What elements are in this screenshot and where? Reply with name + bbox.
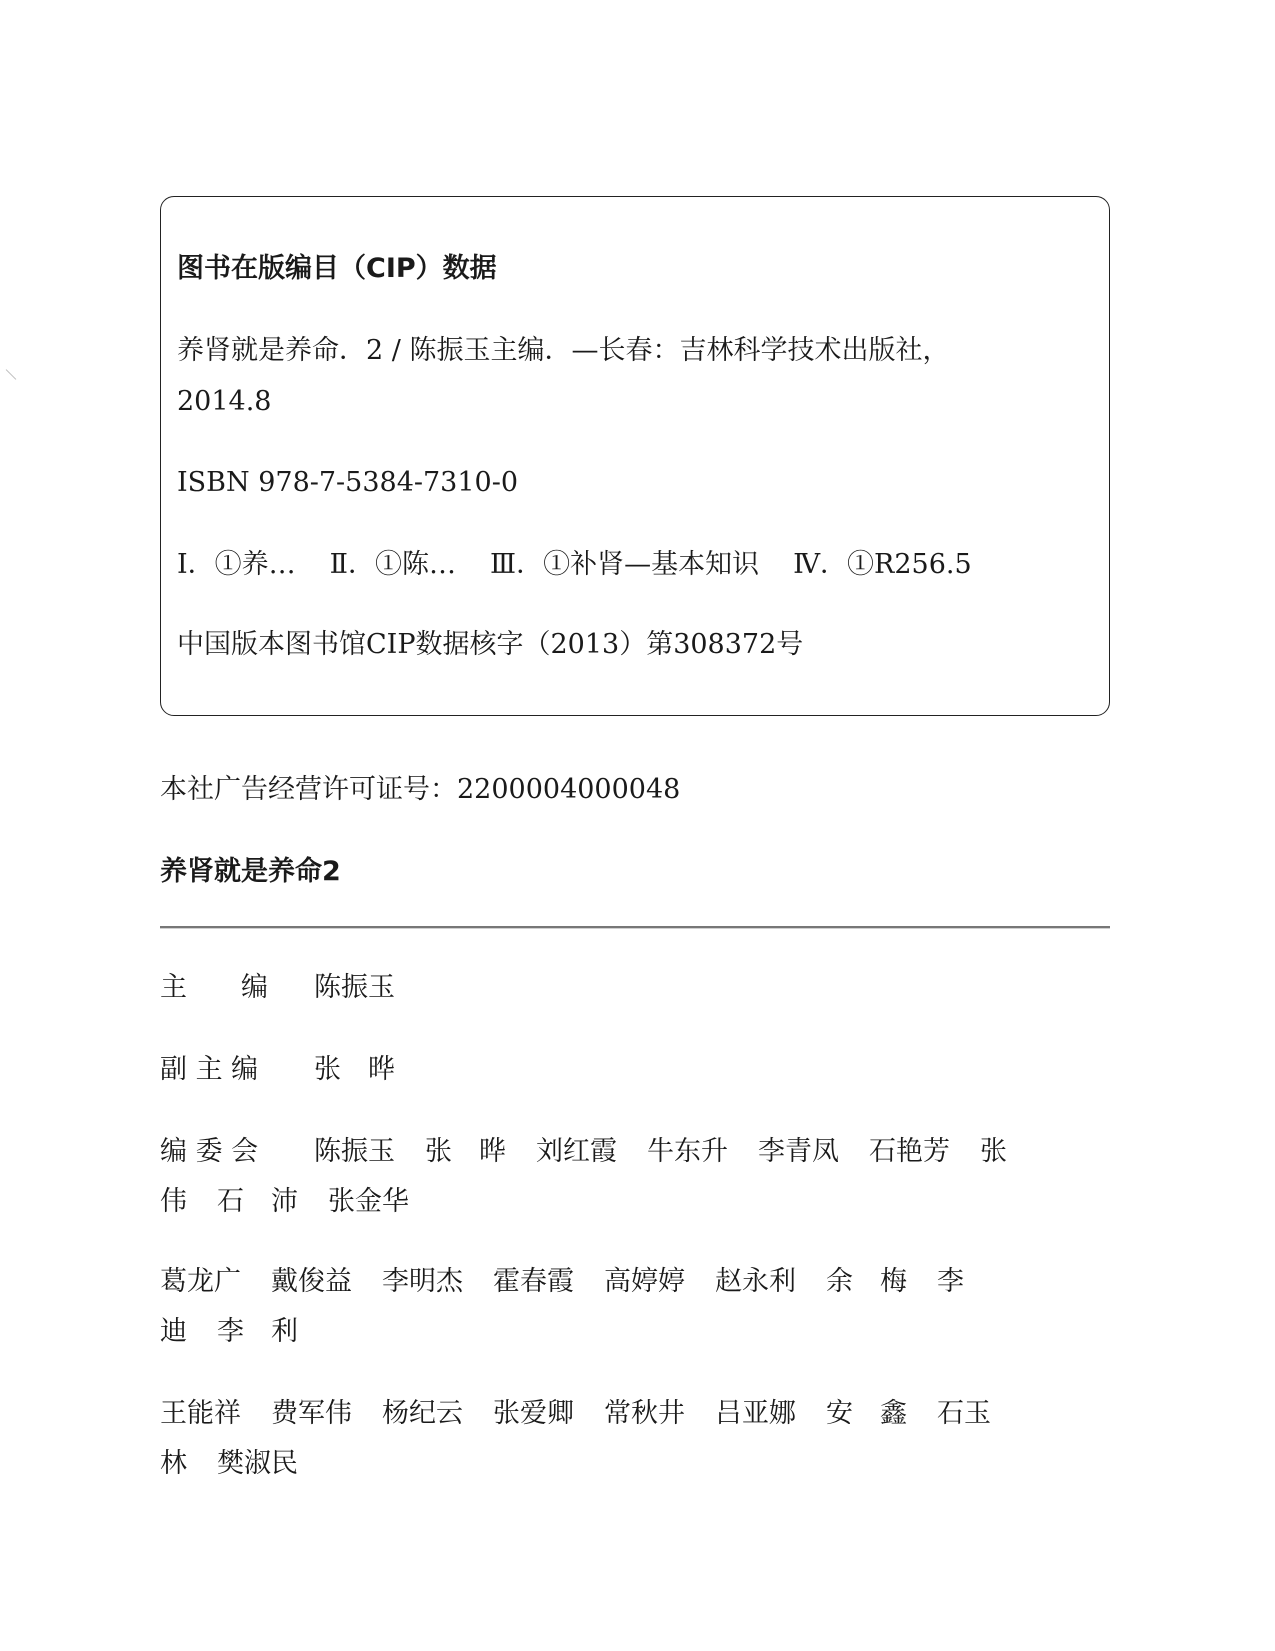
credit-row xyxy=(160,1389,1120,1439)
committee-member: 赵永利 xyxy=(715,1266,796,1297)
credit-row xyxy=(160,1307,1120,1357)
committee-member: 张金华 xyxy=(328,1186,409,1217)
committee-member: 石 沛 xyxy=(217,1186,298,1217)
classification-item: Ⅲ．①补肾—基本知识 xyxy=(490,549,760,580)
committee-member: 石玉 xyxy=(937,1398,991,1429)
credit-committee xyxy=(160,1127,1120,1227)
committee-member: 李明杰 xyxy=(382,1266,463,1297)
committee-member: 樊淑民 xyxy=(217,1448,298,1479)
committee-member: 常秋井 xyxy=(604,1398,685,1429)
committee-member: 张 xyxy=(980,1136,1007,1167)
credit-row xyxy=(160,1257,1120,1307)
cip-classification xyxy=(177,540,972,590)
committee-member: 王能祥 xyxy=(160,1398,241,1429)
book-title: 养肾就是养命2 xyxy=(160,856,341,887)
committee-member: 吕亚娜 xyxy=(715,1398,796,1429)
credit-role-label: 编 委 会 xyxy=(160,1136,259,1167)
credit-name: 张 晔 xyxy=(314,1054,395,1085)
committee-member: 陈振玉 xyxy=(314,1136,395,1167)
committee-member: 余 梅 xyxy=(826,1266,907,1297)
classification-item: Ⅰ．①养… xyxy=(177,549,296,580)
committee-member: 李 利 xyxy=(217,1316,298,1347)
committee-member: 安 鑫 xyxy=(826,1398,907,1429)
committee-member: 张爱卿 xyxy=(493,1398,574,1429)
credit-editor xyxy=(160,963,1120,1013)
committee-member: 李青凤 xyxy=(758,1136,839,1167)
committee-member: 李 xyxy=(937,1266,964,1297)
committee-member: 刘红霞 xyxy=(536,1136,617,1167)
committee-member: 费军伟 xyxy=(271,1398,352,1429)
committee-member: 霍春霞 xyxy=(493,1266,574,1297)
cip-verification: 中国版本图书馆CIP数据核字（2013）第308372号 xyxy=(177,629,804,660)
committee-member: 戴俊益 xyxy=(271,1266,352,1297)
credit-role-label: 主 编 xyxy=(160,972,268,1003)
committee-member: 石艳芳 xyxy=(869,1136,950,1167)
committee-member: 林 xyxy=(160,1448,187,1479)
scan-mark xyxy=(6,369,17,380)
credit-name: 陈振玉 xyxy=(314,972,395,1003)
divider xyxy=(160,926,1110,929)
credit-role-label: 副 主 编 xyxy=(160,1054,259,1085)
ad-license-number: 本社广告经营许可证号：2200004000048 xyxy=(160,774,681,805)
classification-item: Ⅱ．①陈… xyxy=(329,549,457,580)
cip-isbn: ISBN 978-7-5384-7310-0 xyxy=(177,467,519,498)
credit-members-group xyxy=(160,1389,1120,1489)
credit-row xyxy=(160,1439,1120,1489)
committee-member: 伟 xyxy=(160,1186,187,1217)
committee-member: 高婷婷 xyxy=(604,1266,685,1297)
credit-row xyxy=(160,1127,1120,1177)
committee-member: 牛东升 xyxy=(647,1136,728,1167)
classification-item: Ⅳ．①R256.5 xyxy=(793,549,972,580)
cip-title: 图书在版编目（CIP）数据 xyxy=(177,253,497,284)
cip-description-line2: 2014.8 xyxy=(177,386,272,417)
committee-member: 葛龙广 xyxy=(160,1266,241,1297)
committee-member: 杨纪云 xyxy=(382,1398,463,1429)
cip-description-line1: 养肾就是养命．2 / 陈振玉主编．—长春：吉林科学技术出版社， xyxy=(177,335,950,366)
credit-members-group xyxy=(160,1257,1120,1357)
committee-member: 张 晔 xyxy=(425,1136,506,1167)
committee-member: 迪 xyxy=(160,1316,187,1347)
credit-row xyxy=(160,1177,1120,1227)
credit-deputy-editor xyxy=(160,1045,1120,1095)
